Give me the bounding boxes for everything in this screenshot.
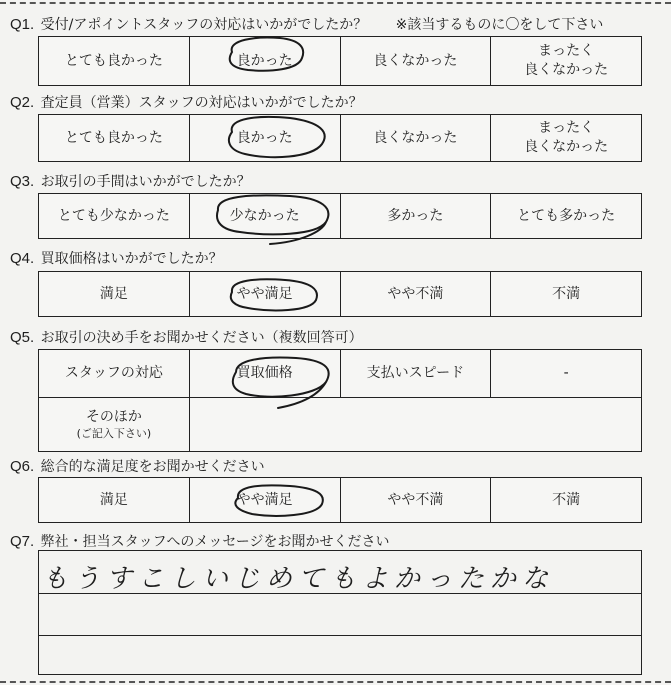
- q2-option-2[interactable]: 良かった: [189, 115, 340, 162]
- q6-option-2[interactable]: やや満足: [189, 478, 340, 523]
- q3-text: お取引の手間はいかがでしたか？: [40, 174, 251, 190]
- instruction-note: ※該当するものに〇をして下さい: [395, 17, 604, 33]
- q4-option-3[interactable]: やや不満: [340, 272, 491, 317]
- q3-option-2[interactable]: 少なかった: [189, 194, 340, 239]
- q1-option-4[interactable]: まったく 良くなかった: [491, 37, 642, 86]
- q3-option-3[interactable]: 多かった: [340, 194, 491, 239]
- q2-option-3[interactable]: 良くなかった: [340, 115, 491, 162]
- q5-option-1[interactable]: スタッフの対応: [39, 350, 190, 398]
- q7-line-3: [38, 674, 642, 675]
- q1-number: Q1.: [10, 16, 35, 33]
- q7-question: [10, 531, 390, 551]
- q5-option-4[interactable]: -: [491, 350, 642, 398]
- q3-option-4[interactable]: とても多かった: [491, 194, 642, 239]
- q6-question: [10, 456, 265, 476]
- q5-option-2[interactable]: 買取価格: [189, 350, 340, 398]
- q5-other-cell: [39, 398, 190, 452]
- q6-number: Q6.: [10, 458, 35, 475]
- q1-question: [10, 14, 603, 34]
- q6-option-4[interactable]: 不満: [491, 478, 642, 523]
- q4-options: [38, 271, 642, 317]
- q4-number: Q4.: [10, 250, 35, 267]
- q6-text: 総合的な満足度をお聞かせください: [40, 459, 265, 475]
- q5-options: [38, 349, 642, 452]
- q4-question: [10, 248, 223, 268]
- q6-option-3[interactable]: やや不満: [340, 478, 491, 523]
- q2-question: [10, 92, 363, 112]
- q5-other-note: (ご記入下さい): [76, 426, 152, 440]
- top-dashed-border: [0, 2, 671, 4]
- q5-other-input[interactable]: [189, 398, 641, 452]
- q1-options: [38, 36, 642, 86]
- q6-option-1[interactable]: 満足: [39, 478, 190, 523]
- q5-number: Q5.: [10, 329, 35, 346]
- q2-option-4[interactable]: まったく 良くなかった: [491, 115, 642, 162]
- q5-option-3[interactable]: 支払いスピード: [340, 350, 491, 398]
- q2-option-1[interactable]: とても良かった: [39, 115, 190, 162]
- q4-option-4[interactable]: 不満: [491, 272, 642, 317]
- q3-options: [38, 193, 642, 239]
- q1-text: 受付/アポイントスタッフの対応はいかがでしたか？: [40, 17, 368, 33]
- q7-handwritten-message: もうすこしいじめてもよかったかな: [42, 564, 555, 594]
- q7-left-edge: [38, 550, 39, 674]
- q4-option-1[interactable]: 満足: [39, 272, 190, 317]
- q3-number: Q3.: [10, 173, 35, 190]
- q7-number: Q7.: [10, 533, 35, 550]
- q5-other-label: そのほか: [85, 408, 142, 425]
- q4-text: 買取価格はいかがでしたか？: [40, 251, 223, 267]
- q5-question: [10, 327, 363, 347]
- q7-right-edge: [641, 550, 642, 674]
- q7-line-2: [38, 635, 642, 636]
- q2-options: [38, 114, 642, 162]
- q1-option-2[interactable]: 良かった: [189, 37, 340, 86]
- q5-text: お取引の決め手をお聞かせください（複数回答可）: [40, 330, 363, 346]
- q7-text: 弊社・担当スタッフへのメッセージをお聞かせください: [40, 534, 390, 550]
- q2-text: 査定員（営業）スタッフの対応はいかがでしたか？: [40, 95, 363, 111]
- q7-line-top: [38, 550, 642, 551]
- q6-options: [38, 477, 642, 523]
- q2-number: Q2.: [10, 94, 35, 111]
- bottom-dashed-border: [0, 681, 671, 683]
- q1-option-1[interactable]: とても良かった: [39, 37, 190, 86]
- q4-option-2[interactable]: やや満足: [189, 272, 340, 317]
- q3-question: [10, 171, 251, 191]
- q1-option-3[interactable]: 良くなかった: [340, 37, 491, 86]
- q3-option-1[interactable]: とても少なかった: [39, 194, 190, 239]
